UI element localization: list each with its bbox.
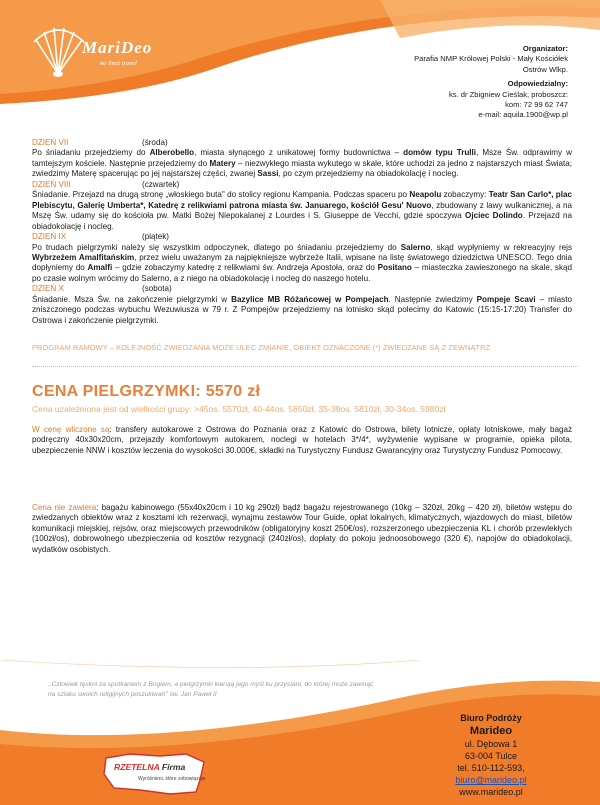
agency-city: 63-004 Tulce <box>464 751 518 761</box>
day-weekday: (czwartek) <box>142 179 180 189</box>
day-10 <box>32 284 572 326</box>
agency-title: Biuro Podróży <box>460 713 522 723</box>
badge-name-dark: Firma <box>161 762 186 772</box>
agency-email-link[interactable]: biuro@marideo.pl <box>455 775 527 785</box>
day-weekday: (piątek) <box>142 232 169 242</box>
divider <box>32 366 578 367</box>
price-dependency: Cena uzależniona jest od wielkości grupy: >45os. 5570zł, 40-44os. 5650zł, 35-39os. 5810zł, 30-34os. 5980zł <box>32 404 446 414</box>
day-9 <box>32 232 572 284</box>
badge-name-red: RZETELNA <box>114 762 160 772</box>
organizer-block <box>308 44 568 121</box>
included-section <box>32 425 572 456</box>
day-title: DZIEŃ IX <box>32 232 67 242</box>
included-text: : transfery autokarowe z Ostrowa do Poznania oraz z Katowic do Ostrowa, bilety lotnicze, opłaty lotniskowe, mały bagaż podręczny 40x30x20cm, przejazdy komfortowym autokarem, noclegi w hotelach 3*/4*, wyżywienie wypisane w programie, opieka pilota, ubezpieczenie NNW i kosztów leczenia do wysokości 30.000€, składki na Turystyczny Fundusz Gwarancyjny oraz Turystyczny Fundusz Pomocowy. <box>32 425 572 455</box>
responsible-line: ks. dr Zbigniew Cieślak, proboszcz: <box>448 89 568 99</box>
rzetelna-firma-badge <box>100 750 210 796</box>
day-title: DZIEŃ X <box>32 284 64 294</box>
marideo-logo <box>28 22 178 82</box>
day-description: Po trudach pielgrzymki należy się wszystkim odpoczynek, dlatego po śniadaniu przejedziemy do Salerno, skąd wypłyniemy w rekreacyjny rejs Wybrzeżem Amalfitańskim, przez wielu uważanym za najpiękniejsze wybrzeże Italii, wpisane na listę światowego dziedzictwa UNESCO. Tego dnia dopłyniemy do Amalfi – gdzie zobaczymy katedrę z relikwiami św. Andrzeja Apostoła, oraz do Positano – miasteczka zawieszonego na skale, skąd po czasie wolnym wrócimy do Salerno, a z niego na obiadokolację i nocleg do naszego hotelu. <box>32 242 573 283</box>
responsible-label: Odpowiedzialny: <box>507 79 568 89</box>
day-heading <box>32 284 572 294</box>
organizer-line: Parafia NMP Królowej Polski - Mały Kościółek <box>414 54 568 64</box>
day-title: DZIEŃ VII <box>32 138 69 147</box>
day-8 <box>32 180 572 232</box>
pope-quote: .,Człowiek tęskni za spotkaniem z Bogiem, a pielgrzymki kierują jego myśl ku przystani, do której może zawinąć na szlaku swoich religijnych poszukiwań" św. Jan Paweł II <box>48 681 374 698</box>
included-label: W cenę wliczone są <box>32 425 110 434</box>
agency-website[interactable]: www.marideo.pl <box>459 787 523 797</box>
badge-tagline: Wyróżnieni, które zobowiązuje <box>138 776 206 782</box>
day-7 <box>32 138 572 180</box>
excluded-label: Cena nie zawiera <box>32 503 97 512</box>
agency-street: ul. Dębowa 1 <box>464 739 518 749</box>
responsible-line: e-mail: aquila.1900@wp.pl <box>478 110 568 120</box>
day-heading <box>32 138 572 148</box>
day-description: Śniadanie. Przejazd na drugą stronę „włoskiego buta" do stolicy regionu Kampania. Podczas spaceru po Neapolu zobaczymy: Teatr San Carlo*, plac Plebiscytu, Galerię Umberta*, Katedrę z relikwiami patrona miasta św. Januarego, kościół Gesu' Nuovo, zbudowany z lawy wulkanicznej, a na Mszę Św. udamy się do kościoła pw. Matki Bożej Niepokalanej z Lourdes i S. Giuseppe de Vecchi, gdzie spoczywa Ojciec Dolindo. Przejazd na obiadokolację i nocleg. <box>32 190 572 231</box>
responsible-line: kom: 72 99 62 747 <box>505 100 568 110</box>
excluded-section <box>32 503 572 555</box>
day-description: Po śniadaniu przejedziemy do Alberobello, miasta słynącego z unikatowej formy budownictwa – domów typu Trulli, Msze Św. odprawimy w tamtejszym kościele. Następnie przejedziemy do Matery – niezwykłego miasta wykutego w skale, które uchodzi za jedno z najstarszych miast Świata; zwiedzimy Materę spacerując po jej najstarszej części, zwanej Sassi, po czym przejedziemy na obiadokolację i nocleg. <box>32 148 573 179</box>
day-heading <box>32 232 572 242</box>
badge-name <box>114 762 185 772</box>
logo-name: MariDeo <box>82 38 153 57</box>
agency-contact <box>406 712 576 798</box>
logo-tagline: no limit travel <box>100 60 137 67</box>
excluded-text: : bagażu kabinowego (55x40x20cm i 10 kg 290zł) bądź bagażu rejestrowanego (10kg – 320zł, 20kg – 420 zł), biletów wstępu do zwiedzanych obiektów wraz z kosztami ich rezerwacji, wynajmu zestawów Tour Guide, opłat lokalnych, klimatycznych, wjazdowych do miast, biletów komunikacji miejskiej, rejsów, oraz miejscowych przewodników (obligatoryjny koszt 250€/os), rozszerzonego ubezpieczenia KL i chorób przewlekłych (100zł/os), dobrowolnego ubezpieczenia od kosztów rezygnacji (240zł/os), dopłaty do pokoju jednoosobowego (320 €), napojów do obiadokolacji, wydatków osobistych. <box>32 503 572 554</box>
day-weekday: (środa) <box>142 138 168 147</box>
poland-map-icon <box>100 750 210 796</box>
agency-phone: tel. 510-112-593, <box>457 763 525 773</box>
price-title: CENA PIELGRZYMKI: 5570 zł <box>32 383 261 400</box>
itinerary <box>32 138 572 326</box>
day-weekday: (sobota) <box>142 284 172 294</box>
program-note: PROGRAM RAMOWY – KOLEJNOŚĆ ZWIEDZANIA MOŻE ULEC ZMIANIE, OBIEKT OZNACZONE (*) ZWIEDZANE SĄ Z ZEWNĄTRZ <box>32 343 491 352</box>
organizer-label: Organizator: <box>522 44 568 53</box>
day-title: DZIEŃ VIII <box>32 179 71 189</box>
agency-name: Marideo <box>469 725 513 737</box>
day-description: Śniadanie. Msza Św. na zakończenie pielgrzymki w Bazylice MB Różańcowej w Pompejach. Następnie zwiedzimy Pompeje Scavi – miasto zniszczonego podczas wybuchu Wezuwiusza w 79 r. Z Pompejów przejedziemy na lotnisko skąd polecimy do Katowic (15:15-17:20) Transfer do Ostrowa i zakończenie pielgrzymki. <box>32 294 572 325</box>
day-heading <box>32 180 572 190</box>
organizer-line: Ostrów Wlkp. <box>522 64 568 74</box>
shell-icon <box>28 22 88 78</box>
